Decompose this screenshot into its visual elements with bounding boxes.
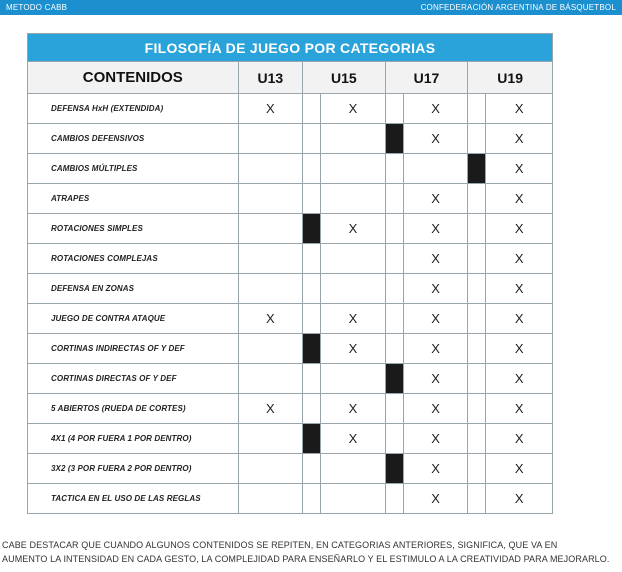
start-marker-u15: [303, 274, 321, 304]
cell-u19: X: [486, 214, 553, 244]
footnote-line-2: AUMENTO LA INTENSIDAD EN CADA GESTO, LA COMPLEJIDAD PARA ENSEÑARLO Y EL ESTIMULO A LA CREATIVIDAD PARA MEJORARLO.: [2, 554, 610, 564]
cell-u19: X: [486, 184, 553, 214]
start-marker-u17: [385, 274, 403, 304]
cell-u19: X: [486, 154, 553, 184]
cell-u15: [321, 154, 385, 184]
footnote: [2, 538, 620, 566]
cell-u15: X: [321, 304, 385, 334]
cell-u13: [238, 244, 302, 274]
footnote-line-1: CABE DESTACAR QUE CUANDO ALGUNOS CONTENIDOS SE REPITEN, EN CATEGORIAS ANTERIORES, SIGNIFICA, QUE VA EN: [2, 540, 558, 550]
cell-u15: [321, 274, 385, 304]
cell-u17: X: [403, 304, 467, 334]
start-marker-u19: [468, 244, 486, 274]
cell-u15: X: [321, 394, 385, 424]
start-marker-u15: [303, 334, 321, 364]
cell-u15: X: [321, 94, 385, 124]
cell-u19: X: [486, 304, 553, 334]
cell-u15: [321, 124, 385, 154]
cell-u17: X: [403, 484, 467, 514]
cell-u13: [238, 334, 302, 364]
contents-table: [27, 61, 553, 514]
cell-u17: X: [403, 274, 467, 304]
column-header-contenidos: CONTENIDOS: [28, 62, 239, 94]
cell-u19: X: [486, 484, 553, 514]
row-label: 4X1 (4 POR FUERA 1 POR DENTRO): [28, 424, 239, 454]
cell-u17: X: [403, 454, 467, 484]
table-row: [28, 484, 553, 514]
cell-u19: X: [486, 124, 553, 154]
start-marker-u15: [303, 424, 321, 454]
cell-u13: [238, 454, 302, 484]
table-row: [28, 454, 553, 484]
start-marker-u15: [303, 394, 321, 424]
start-marker-u17: [385, 304, 403, 334]
start-marker-u17: [385, 364, 403, 394]
row-label: 5 ABIERTOS (RUEDA DE CORTES): [28, 394, 239, 424]
start-marker-u19: [468, 184, 486, 214]
table-row: [28, 394, 553, 424]
cell-u19: X: [486, 334, 553, 364]
cell-u13: [238, 484, 302, 514]
cell-u15: [321, 484, 385, 514]
column-header-u13: U13: [238, 62, 302, 94]
cell-u17: X: [403, 94, 467, 124]
table-row: [28, 424, 553, 454]
row-label: JUEGO DE CONTRA ATAQUE: [28, 304, 239, 334]
cell-u15: [321, 364, 385, 394]
start-marker-u15: [303, 454, 321, 484]
row-label: DEFENSA HxH (EXTENDIDA): [28, 94, 239, 124]
table-row: [28, 154, 553, 184]
cell-u13: [238, 364, 302, 394]
cell-u19: X: [486, 244, 553, 274]
start-marker-u17: [385, 424, 403, 454]
row-label: CAMBIOS DEFENSIVOS: [28, 124, 239, 154]
start-marker-u15: [303, 184, 321, 214]
table-row: [28, 124, 553, 154]
header-right-text: CONFEDERACIÓN ARGENTINA DE BÁSQUETBOL: [420, 3, 616, 12]
start-marker-u17: [385, 244, 403, 274]
start-marker-u15: [303, 244, 321, 274]
start-marker-u19: [468, 214, 486, 244]
cell-u17: X: [403, 214, 467, 244]
cell-u13: [238, 124, 302, 154]
start-marker-u19: [468, 304, 486, 334]
top-header-bar: [0, 0, 622, 15]
table-row: [28, 304, 553, 334]
row-label: CORTINAS DIRECTAS OF Y DEF: [28, 364, 239, 394]
table-row: [28, 274, 553, 304]
cell-u19: X: [486, 424, 553, 454]
start-marker-u15: [303, 214, 321, 244]
cell-u15: X: [321, 334, 385, 364]
table-row: [28, 94, 553, 124]
cell-u13: [238, 154, 302, 184]
cell-u17: X: [403, 334, 467, 364]
table-title: FILOSOFÍA DE JUEGO POR CATEGORIAS: [27, 33, 553, 61]
start-marker-u17: [385, 214, 403, 244]
table-row: [28, 244, 553, 274]
column-header-u15: U15: [303, 62, 386, 94]
cell-u19: X: [486, 94, 553, 124]
cell-u13: [238, 424, 302, 454]
header-left-text: METODO CABB: [6, 3, 68, 12]
cell-u15: [321, 244, 385, 274]
row-label: ROTACIONES COMPLEJAS: [28, 244, 239, 274]
cell-u13: X: [238, 304, 302, 334]
row-label: CORTINAS INDIRECTAS OF Y DEF: [28, 334, 239, 364]
row-label: DEFENSA EN ZONAS: [28, 274, 239, 304]
table-row: [28, 334, 553, 364]
table-row: [28, 364, 553, 394]
cell-u19: X: [486, 454, 553, 484]
row-label: CAMBIOS MÚLTIPLES: [28, 154, 239, 184]
start-marker-u15: [303, 154, 321, 184]
cell-u13: [238, 214, 302, 244]
row-label: ROTACIONES SIMPLES: [28, 214, 239, 244]
cell-u15: [321, 454, 385, 484]
start-marker-u15: [303, 484, 321, 514]
cell-u13: [238, 184, 302, 214]
cell-u17: [403, 154, 467, 184]
cell-u19: X: [486, 394, 553, 424]
cell-u13: X: [238, 394, 302, 424]
cell-u19: X: [486, 364, 553, 394]
cell-u17: X: [403, 394, 467, 424]
start-marker-u19: [468, 394, 486, 424]
start-marker-u17: [385, 334, 403, 364]
start-marker-u17: [385, 154, 403, 184]
start-marker-u19: [468, 124, 486, 154]
start-marker-u15: [303, 364, 321, 394]
table-row: [28, 184, 553, 214]
categories-table: [27, 33, 553, 514]
cell-u17: X: [403, 244, 467, 274]
cell-u17: X: [403, 124, 467, 154]
cell-u13: X: [238, 94, 302, 124]
row-label: TACTICA EN EL USO DE LAS REGLAS: [28, 484, 239, 514]
start-marker-u15: [303, 94, 321, 124]
start-marker-u19: [468, 154, 486, 184]
row-label: 3X2 (3 POR FUERA 2 POR DENTRO): [28, 454, 239, 484]
start-marker-u19: [468, 94, 486, 124]
cell-u19: X: [486, 274, 553, 304]
start-marker-u17: [385, 124, 403, 154]
start-marker-u17: [385, 184, 403, 214]
table-body: [28, 94, 553, 514]
column-header-u17: U17: [385, 62, 468, 94]
start-marker-u19: [468, 424, 486, 454]
start-marker-u15: [303, 304, 321, 334]
cell-u15: [321, 184, 385, 214]
start-marker-u19: [468, 454, 486, 484]
column-header-u19: U19: [468, 62, 553, 94]
start-marker-u17: [385, 394, 403, 424]
cell-u17: X: [403, 184, 467, 214]
cell-u17: X: [403, 364, 467, 394]
start-marker-u19: [468, 334, 486, 364]
table-header-row: [28, 62, 553, 94]
cell-u13: [238, 274, 302, 304]
start-marker-u17: [385, 454, 403, 484]
row-label: ATRAPES: [28, 184, 239, 214]
start-marker-u19: [468, 484, 486, 514]
cell-u17: X: [403, 424, 467, 454]
start-marker-u19: [468, 364, 486, 394]
cell-u15: X: [321, 424, 385, 454]
cell-u15: X: [321, 214, 385, 244]
table-row: [28, 214, 553, 244]
start-marker-u17: [385, 484, 403, 514]
start-marker-u17: [385, 94, 403, 124]
start-marker-u19: [468, 274, 486, 304]
start-marker-u15: [303, 124, 321, 154]
